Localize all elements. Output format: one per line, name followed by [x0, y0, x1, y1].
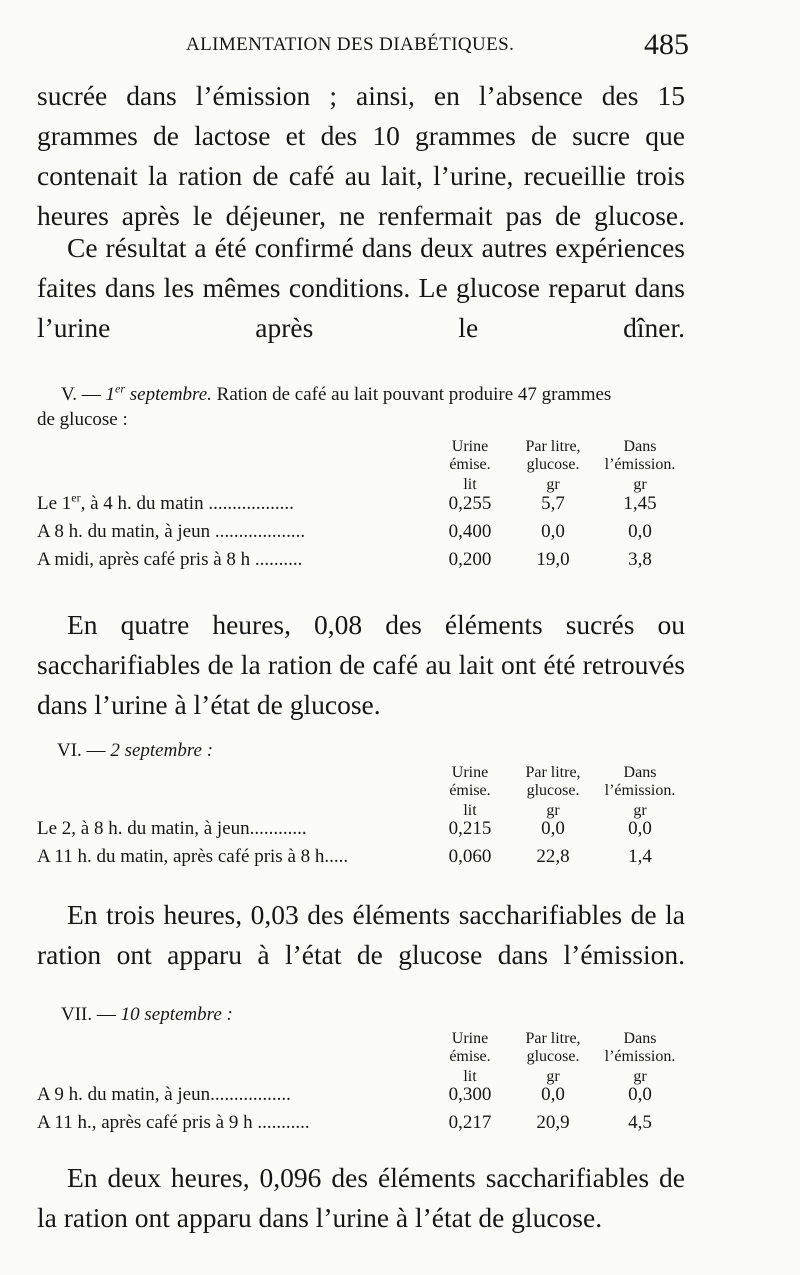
header-title: ALIMENTATION DES DIABÉTIQUES.	[186, 34, 515, 55]
page-number: 485	[644, 28, 689, 61]
unit-urine: lit	[463, 802, 477, 819]
row-label: A 9 h. du matin, à jeun.................	[37, 1084, 291, 1105]
glucose-value: 0,0	[541, 818, 565, 839]
emission-value: 0,0	[628, 1084, 652, 1105]
row-label: A midi, après café pris à 8 h ..........	[37, 549, 303, 570]
row-label: A 11 h., après café pris à 9 h ...........	[37, 1112, 310, 1133]
table-row	[37, 1109, 687, 1137]
paragraph-5: En deux heures, 0,096 des éléments saccharifiables de la ration ont apparu dans l’urine à l’état de glucose.	[37, 1162, 685, 1233]
experiment-v-title	[37, 382, 685, 407]
col-header-urine: Urine émise.	[449, 438, 491, 473]
row-label: A 8 h. du matin, à jeun ...................	[37, 521, 306, 542]
urine-value: 0,200	[448, 549, 492, 570]
row-label: Le 1er, à 4 h. du matin ..................	[37, 490, 294, 514]
experiment-v-title-cont: de glucose :	[37, 409, 128, 430]
col-header-emission: Dans l’émission.	[604, 1030, 676, 1065]
table-row	[37, 843, 687, 871]
experiment-description: Ration de café au lait pouvant produire 47 grammes	[216, 384, 612, 405]
col-header-glucose: Par litre, glucose.	[525, 764, 581, 799]
experiment-vii-title	[37, 1002, 685, 1027]
emission-value: 0,0	[628, 818, 652, 839]
col-header-urine: Urine émise.	[449, 1030, 491, 1065]
running-header	[0, 28, 800, 62]
urine-value: 0,215	[448, 818, 492, 839]
experiment-numeral: VII. —	[61, 1004, 116, 1025]
table-row	[37, 815, 687, 843]
experiment-date: 1er septembre.	[105, 381, 212, 405]
paragraph-2: Ce résultat a été confirmé dans deux autres expériences faites dans les mêmes conditions. Le glucose reparut dans l’urine après le dîner.	[37, 232, 685, 343]
unit-urine: lit	[463, 1068, 477, 1085]
glucose-value: 22,8	[536, 846, 570, 867]
glucose-value: 5,7	[541, 493, 565, 514]
col-header-emission: Dans l’émission.	[604, 764, 676, 799]
urine-value: 0,300	[448, 1084, 492, 1105]
urine-value: 0,217	[448, 1112, 492, 1133]
col-header-glucose: Par litre, glucose.	[525, 438, 581, 473]
urine-value: 0,060	[448, 846, 492, 867]
paragraph-1: sucrée dans l’émission ; ainsi, en l’absence des 15 grammes de lactose et des 10 grammes de sucre que contenait la ration de café au lait, l’urine, recueillie trois heures après le déjeuner, ne renfermait pas de glucose.	[37, 80, 685, 231]
table-row	[37, 518, 687, 546]
glucose-value: 0,0	[541, 521, 565, 542]
emission-value: 1,45	[623, 493, 657, 514]
unit-glucose: gr	[546, 802, 560, 819]
unit-emission: gr	[633, 476, 647, 493]
table-row	[37, 546, 687, 574]
glucose-value: 20,9	[536, 1112, 570, 1133]
unit-glucose: gr	[546, 476, 560, 493]
emission-value: 1,4	[628, 846, 652, 867]
col-header-emission: Dans l’émission.	[604, 438, 676, 473]
paragraph-3: En quatre heures, 0,08 des éléments sucrés ou saccharifiables de la ration de café au lait ont été retrouvés dans l’urine à l’état de glucose.	[37, 609, 685, 720]
urine-value: 0,255	[448, 493, 492, 514]
paragraph-4: En trois heures, 0,03 des éléments saccharifiables de la ration ont apparu à l’état de glucose dans l’émission.	[37, 899, 685, 970]
emission-value: 0,0	[628, 521, 652, 542]
experiment-date: 2 septembre :	[110, 740, 214, 761]
emission-value: 3,8	[628, 549, 652, 570]
emission-value: 4,5	[628, 1112, 652, 1133]
glucose-value: 0,0	[541, 1084, 565, 1105]
experiment-date: 10 septembre :	[120, 1004, 233, 1025]
glucose-value: 19,0	[536, 549, 570, 570]
row-label: A 11 h. du matin, après café pris à 8 h.....	[37, 846, 349, 867]
col-header-urine: Urine émise.	[449, 764, 491, 799]
table-row	[37, 1081, 687, 1109]
unit-emission: gr	[633, 1068, 647, 1085]
experiment-vi-title	[37, 738, 685, 763]
unit-urine: lit	[463, 476, 477, 493]
unit-glucose: gr	[546, 1068, 560, 1085]
experiment-numeral: V. —	[61, 384, 101, 405]
table-row	[37, 490, 687, 518]
urine-value: 0,400	[448, 521, 492, 542]
experiment-numeral: VI. —	[57, 740, 106, 761]
col-header-glucose: Par litre, glucose.	[525, 1030, 581, 1065]
unit-emission: gr	[633, 802, 647, 819]
row-label: Le 2, à 8 h. du matin, à jeun............	[37, 818, 307, 839]
